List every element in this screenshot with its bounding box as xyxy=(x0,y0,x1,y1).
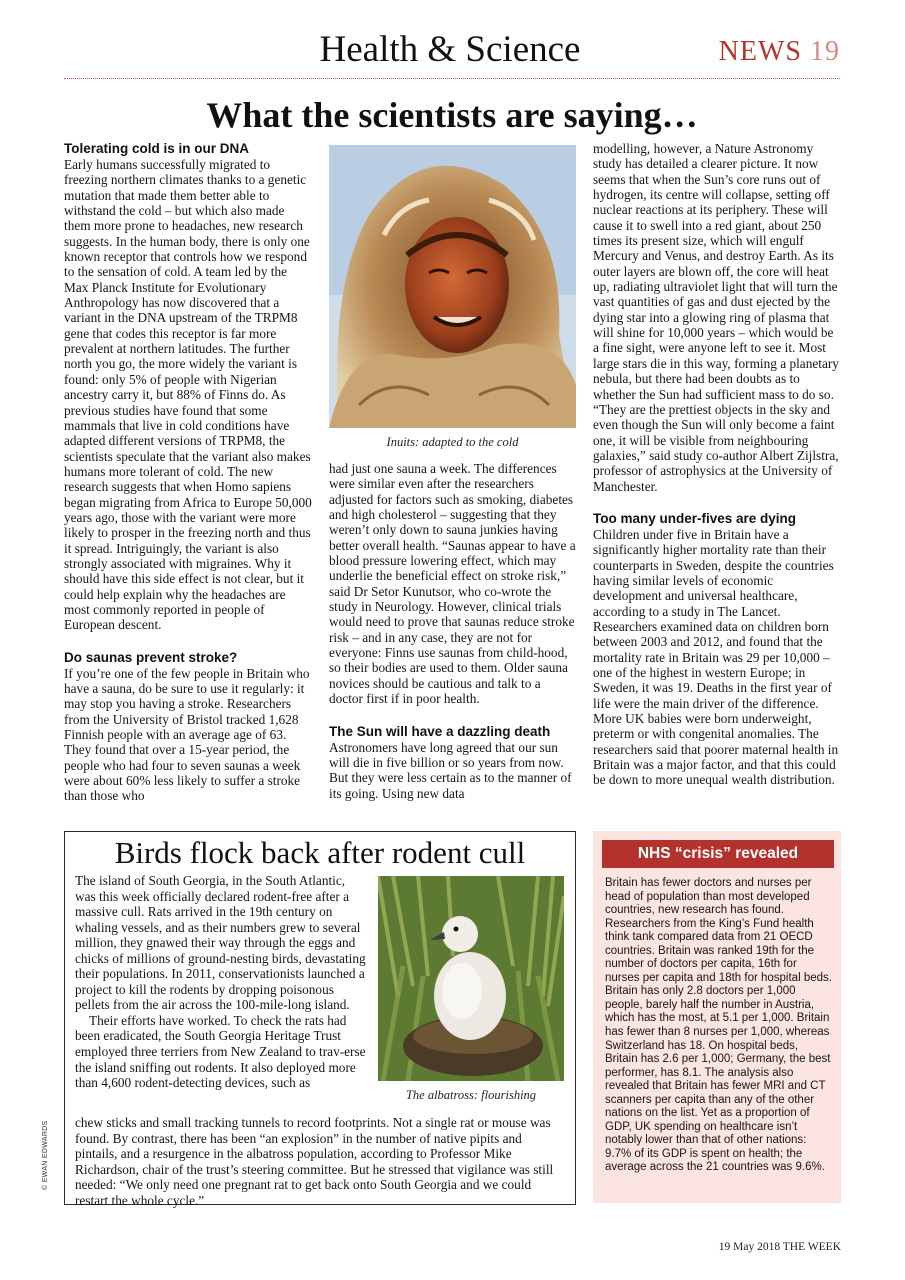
albatross-photo xyxy=(378,876,564,1081)
albatross-illustration xyxy=(378,876,564,1081)
page-number: 19 xyxy=(810,36,840,67)
birds-paragraph-2-part1: Their efforts have worked. To check the rats had been eradicated, the South Georgia Heritage Trust employed three terriers from New Zealand to trav-erse the island sniffing out rodents. It also deployed more than 4,600 rodent-detecting devices, such as xyxy=(75,1012,366,1091)
news-label: NEWS xyxy=(718,36,802,67)
birds-text-upper xyxy=(75,873,369,1091)
column-3 xyxy=(593,141,841,788)
footer-publication: THE WEEK xyxy=(782,1241,841,1253)
column-2 xyxy=(329,461,577,801)
birds-paragraph-1: The island of South Georgia, in the South Atlantic, was this week officially declared rodent-free after a massive cull. Rats arrived in the 19th century on whaling vessels, and as their numbers grew to several million, they gnawed their way through the eggs and chicks of millions of ground-nesting birds, devastating their populations. In 2011, conservationists launched a project to kill the rodents by dropping poisonous pellets from the air across the 100-mile-long island. xyxy=(75,873,366,1013)
article-heading-saunas: Do saunas prevent stroke? xyxy=(64,649,238,665)
inuit-illustration xyxy=(329,145,576,428)
inuit-photo xyxy=(329,145,576,428)
nhs-heading: NHS “crisis” revealed xyxy=(602,840,834,868)
article-body-sun-part1: Astronomers have long agreed that our sun will die in five billion or so years from now. But they were less certain as to the manner of its going. Using new data xyxy=(329,739,572,801)
page-footer xyxy=(719,1241,841,1253)
nhs-body: Britain has fewer doctors and nurses per head of population than most developed countries, new research has found. Researchers from the King’s Fund health think tank compared data from 21 OECD countries. Britain was ranked 19th for the number of doctors per capita, 16th for nurses per capita and 18th for hospital beds. Britain has only 2.8 doctors per 1,000 people, barely half the number in Austria, which has the most, at 5.1 per 1,000. Britain has fewer than 8 nurses per 1,000, whereas Switzerland has 18. On hospital beds, Britain has 2.6 per 1,000; Germany, the best performer, has 8.1. The analysis also revealed that Britain has fewer MRI and CT scanners per capita than any of the other nations on the list. Yet as a proportion of GDP, UK spending on healthcare isn’t notably lower than that of other nations: 9.7% of its GDP is spent on health; the average across the 21 countries was 9.6%. xyxy=(605,877,832,1174)
article-body-cold: Early humans successfully migrated to freezing northern climates thanks to a genetic mutation that made them better able to withstand the cold – but which also made them more prone to headaches, new research suggests. In the human body, there is only one known receptor that controls how we respond to the sensation of cold. A team led by the Max Planck Institute for Evolutionary Anthropology has now discovered that a variant in the DNA upstream of the TRPM8 gene that codes this receptor is far more prevalent at northern latitudes. The further north you go, the more widely the variant is found: only 5% of people with Nigerian ancestry carry it, but 88% of Finns do. As previous studies have found that some mammals that live in cold conditions have adapted different versions of TRPM8, the scientists speculate that the variant also makes humans more tolerant of cold. The new research suggests that when Homo sapiens began migrating from Africa to Europe 50,000 years ago, those with the variant were more likely to prosper in the freezing north and thus it spread. Intriguingly, the variant is also strongly associated with migraines. Why it should have this side effect is not clear, but it could help explain why the headaches are most commonly reported in people of European descent. xyxy=(64,157,312,633)
footer-date: 19 May 2018 xyxy=(718,1241,781,1253)
albatross-photo-caption: The albatross: flourishing xyxy=(405,1088,537,1102)
article-body-underfives: Children under five in Britain have a significantly higher mortality rate than their counterparts in Sweden, despite the countries having similar levels of economic development and universal healthcare, according to a study in The Lancet. Researchers examined data on children born between 2003 and 2012, and found that the mortality rate in Britain was 29 per 10,000 – one of the highest in western Europe; in Sweden, it was 19. Deaths in the first year of life were the main driver of the difference. More UK babies were born underweight, preterm or with congenital anomalies. The researchers said that poorer maternal health in Britain was a major factor, and that this could be down to more unequal wealth distribution. xyxy=(593,526,839,788)
section-title: Health & Science xyxy=(319,29,581,70)
birds-paragraph-2-part2: chew sticks and small tracking tunnels to record footprints. Not a single rat or mouse was found. By contrast, there has been “an explosion” in the number of native pipits and pintails, and a resurgence in the albatross population, according to Professor Mike Richardson, chair of the trust’s steering committee. But he stressed that vigilance was still needed: “We only need one pregnant rat to get back onto South Georgia and we could restart the whole cycle.” xyxy=(75,1115,554,1208)
article-heading-cold: Tolerating cold is in our DNA xyxy=(64,141,250,156)
inuit-photo-caption: Inuits: adapted to the cold xyxy=(386,435,519,449)
news-page-label xyxy=(719,35,840,69)
photo-credit: © EWAN EDWARDS xyxy=(42,1120,49,1190)
article-heading-sun: The Sun will have a dazzling death xyxy=(329,723,551,739)
column-1 xyxy=(64,141,312,804)
header-divider xyxy=(64,78,840,79)
birds-headline: Birds flock back after rodent cull xyxy=(114,835,526,870)
article-body-sun-part2: modelling, however, a Nature Astronomy study has detailed a clearer picture. It now seems that when the Sun’s core runs out of hydrogen, its centre will collapse, setting off nuclear reactions at its periphery. These will cause it to swell into a red giant, about 250 times its present size, which will engulf Mercury and Venus, and destroy Earth. As its outer layers are blown off, the core will heat up, radiating ultraviolet light that will turn the vast quantities of gas and dust ejected by the dying star into a glowing ring of plasma that will shine for 10,000 years – which would be a fine sight, were anyone left to see it. Most large stars die in this way, forming a planetary nebula, but there had been doubts as to whether the Sun had sufficient mass to do so. “They are the prettiest objects in the sky and even though the Sun will only become a faint one, it will be visible from neighbouring galaxies,” said study co-author Albert Zijlstra, professor of astrophysics at the University of Manchester. xyxy=(593,141,839,494)
article-heading-underfives: Too many under-fives are dying xyxy=(593,510,797,526)
main-headline: What the scientists are saying… xyxy=(206,95,698,135)
birds-text-lower xyxy=(75,1115,565,1208)
article-body-saunas-part1: If you’re one of the few people in Britain who have a sauna, do be sure to use it regularly: it may stop you having a stroke. Researchers from the University of Bristol tracked 1,628 Finnish people with an average age of 63. They found that over a 15-year period, the people who had four to seven saunas a week were about 60% less likely to suffer a stroke than those who xyxy=(64,665,310,804)
article-body-saunas-part2: had just one sauna a week. The differences were similar even after the researchers adjusted for factors such as smoking, diabetes and high cholesterol – suggesting that they weren’t only down to sauna junkies having better overall health. “Saunas appear to have a blood pressure lowering effect, which may underlie the beneficial effect on stroke risk,” said Dr Setor Kunutsor, who co-wrote the study in Neurology. However, clinical trials would need to prove that saunas reduce stroke risk – and in any case, they are not for everyone: Finns use saunas from child-hood, so their bodies are used to them. Older sauna novices should be cautious and talk to a doctor first if in poor health. xyxy=(329,461,576,707)
